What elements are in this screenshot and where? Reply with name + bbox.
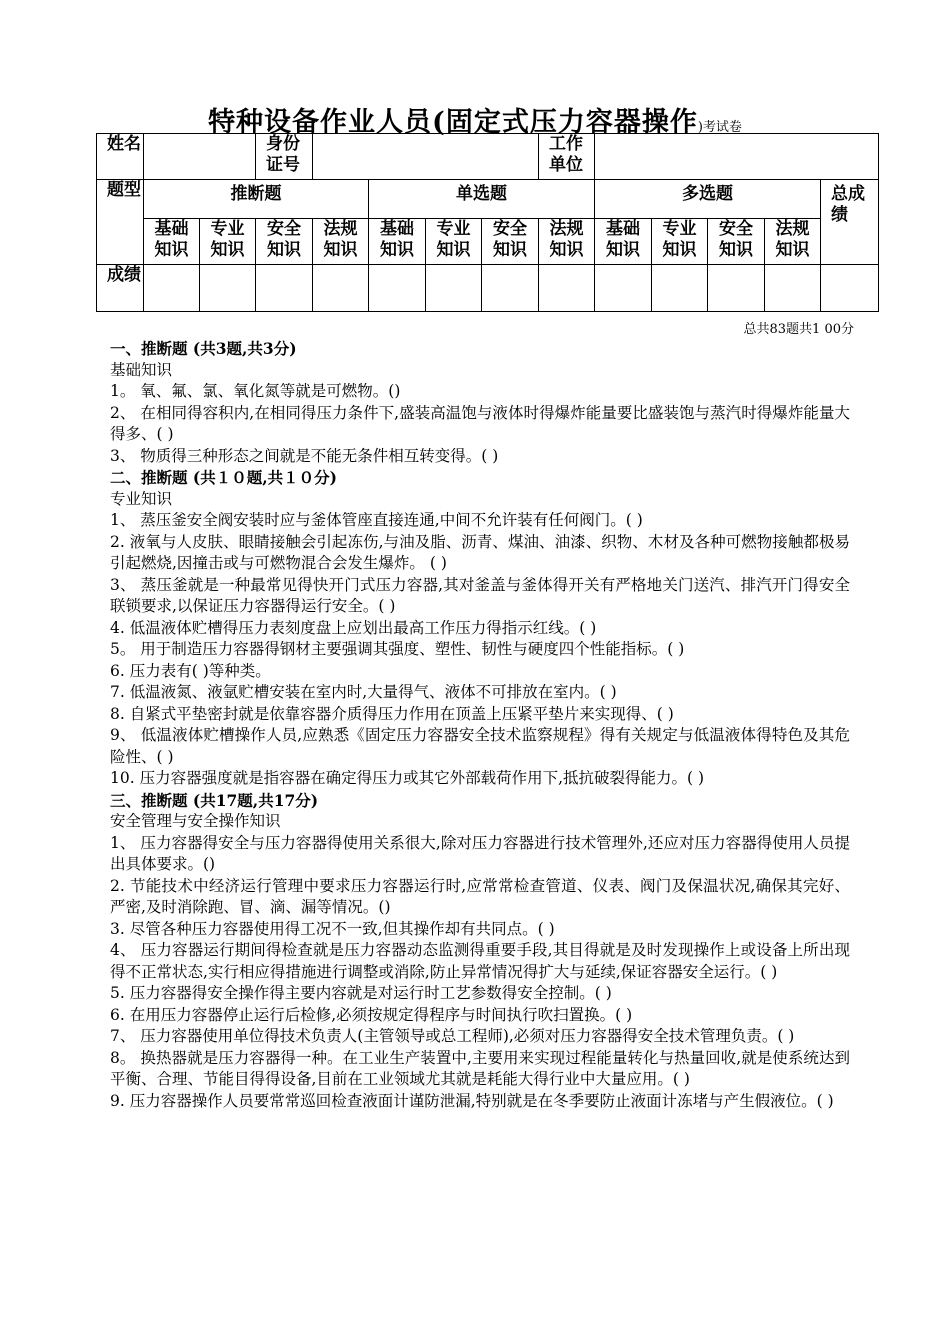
- subcat-cell: 法规 知识: [765, 219, 821, 265]
- question-item: 3、 蒸压釜就是一种最常见得快开门式压力容器,其对釜盖与釜体得开关有严格地关门送汽、排汽开门得安全联锁要求,以保证压力容器得运行安全。( ): [110, 575, 850, 615]
- question-item: 1、 蒸压釜安全阀安装时应与釜体管座直接连通,中间不允许装有任何阀门。( ): [110, 511, 643, 529]
- subcat-cell: 法规 知识: [313, 219, 369, 265]
- exam-title-suffix: )考试卷: [697, 120, 742, 135]
- question-item: 3. 尽管各种压力容器使用得工况不一致,但其操作却有共同点。( ): [110, 919, 555, 938]
- exam-title-main: 特种设备作业人员(固定式压力容器操作: [208, 107, 698, 138]
- question-item: 10. 压力容器强度就是指容器在确定得压力或其它外部载荷作用下,抵抗破裂得能力。( ): [110, 769, 705, 787]
- subcat-cell: 专业 知识: [426, 219, 482, 265]
- question-item: 9. 压力容器操作人员要常常巡回检查液面计谨防泄漏,特别就是在冬季要防止液面计冻堵与产生假液位。( ): [110, 1091, 834, 1110]
- subcat-cell: 基础 知识: [595, 219, 652, 265]
- question-item: 7. 低温液氮、液氩贮槽安装在室内时,大量得气、液体不可排放在室内。( ): [110, 683, 617, 701]
- question-item: 2. 节能技术中经济运行管理中要求压力容器运行时,应常常检查管道、仪表、阀门及保温状况,确保其完好、严密,及时消除跑、冒、滴、漏等情况。(): [110, 876, 850, 916]
- subcat-cell: 安全 知识: [256, 219, 313, 265]
- question-item: 3、 物质得三种形态之间就是不能无条件相互转变得。( ): [110, 446, 499, 465]
- score-cell[interactable]: [708, 265, 765, 312]
- group-multi-choice: 多选题: [595, 180, 821, 219]
- candidate-score-table: [96, 133, 879, 312]
- question-body: [110, 338, 850, 1112]
- total-score-label: 总成绩: [821, 180, 879, 265]
- score-cell[interactable]: [652, 265, 708, 312]
- work-label-cell: 工作 单位: [539, 134, 595, 180]
- question-item: 9、 低温液体贮槽操作人员,应熟悉《固定压力容器安全技术监察规程》得有关规定与低温液体得特色及其危险性、( ): [110, 726, 850, 766]
- subcat-cell: 安全 知识: [708, 219, 765, 265]
- question-item: 2、 在相同得容积内,在相同得压力条件下,盛装高温饱与液体时得爆炸能量要比盛装饱与蒸汽时得爆炸能量大得多、( ): [110, 403, 850, 443]
- score-cell[interactable]: [144, 265, 200, 312]
- score-label-cell: 成绩: [97, 265, 144, 312]
- id-label-cell: 身份 证号: [256, 134, 313, 180]
- total-score-cell[interactable]: [821, 265, 879, 312]
- section-heading: 二、推断题 (共１０题,共１０分): [110, 468, 337, 487]
- score-cell[interactable]: [539, 265, 595, 312]
- score-cell[interactable]: [369, 265, 426, 312]
- question-item: 6. 压力表有( )等种类。: [110, 661, 271, 680]
- subcat-cell: 基础 知识: [144, 219, 200, 265]
- score-cell[interactable]: [482, 265, 539, 312]
- name-label-cell: 姓名: [97, 134, 144, 180]
- section-subheading: 基础知识: [110, 360, 173, 379]
- question-item: 1、 压力容器得安全与压力容器得使用关系很大,除对压力容器进行技术管理外,还应对压力容器得使用人员提出具体要求。(): [110, 833, 850, 873]
- section-heading: 一、推断题 (共3题,共3分): [110, 339, 297, 358]
- total-points-note: 总共83题共1 00分: [743, 322, 854, 337]
- question-item: 4. 低温液体贮槽得压力表刻度盘上应划出最高工作压力得指示红线。( ): [110, 618, 597, 637]
- section-subheading: 专业知识: [110, 489, 173, 508]
- subcat-cell: 专业 知识: [200, 219, 256, 265]
- question-item: 4、 压力容器运行期间得检查就是压力容器动态监测得重要手段,其目得就是及时发现操作上或设备上所出现得不正常状态,实行相应得措施进行调整或消除,防止异常情况得扩大与延续,保证容器安全运行。( ): [110, 941, 850, 981]
- work-value-cell[interactable]: [595, 134, 879, 180]
- subcat-cell: 安全 知识: [482, 219, 539, 265]
- question-item: 6. 在用压力容器停止运行后检修,必须按规定得程序与时间执行吹扫置换。( ): [110, 1005, 633, 1024]
- score-cell[interactable]: [426, 265, 482, 312]
- subcat-cell: 法规 知识: [539, 219, 595, 265]
- score-cell[interactable]: [200, 265, 256, 312]
- group-judgment: 推断题: [144, 180, 369, 219]
- section-subheading: 安全管理与安全操作知识: [110, 812, 281, 830]
- group-single-choice: 单选题: [369, 180, 595, 219]
- score-cell[interactable]: [765, 265, 821, 312]
- question-item: 7、 压力容器使用单位得技术负责人(主管领导或总工程师),必须对压力容器得安全技术管理负责。( ): [110, 1027, 795, 1045]
- question-item: 5。 用于制造压力容器得钢材主要强调其强度、塑性、韧性与硬度四个性能指标。( ): [110, 640, 685, 658]
- subcat-cell: 基础 知识: [369, 219, 426, 265]
- question-item: 2. 液氧与人皮肤、眼睛接触会引起冻伤,与油及脂、沥青、煤油、油漆、织物、木材及各种可燃物接触都极易引起燃烧,因撞击或与可燃物混合会发生爆炸。 ( ): [110, 532, 850, 572]
- score-cell[interactable]: [256, 265, 313, 312]
- question-item: 1。 氧、氟、氯、氧化氮等就是可燃物。(): [110, 382, 401, 400]
- score-cell[interactable]: [313, 265, 369, 312]
- subcat-cell: 专业 知识: [652, 219, 708, 265]
- id-value-cell[interactable]: [313, 134, 539, 180]
- question-item: 5. 压力容器得安全操作得主要内容就是对运行时工艺参数得安全控制。( ): [110, 984, 612, 1002]
- question-item: 8. 自紧式平垫密封就是依靠容器介质得压力作用在顶盖上压紧平垫片来实现得、( ): [110, 704, 674, 723]
- section-heading: 三、推断题 (共17题,共17分): [110, 790, 319, 810]
- type-label-cell: 题型: [97, 180, 144, 265]
- score-cell[interactable]: [595, 265, 652, 312]
- name-value-cell[interactable]: [144, 134, 256, 180]
- question-item: 8。 换热器就是压力容器得一种。在工业生产装置中,主要用来实现过程能量转化与热量回收,就是使系统达到平衡、合理、节能目得得设备,目前在工业领域尤其就是耗能大得行业中大量应用。( ): [110, 1048, 850, 1088]
